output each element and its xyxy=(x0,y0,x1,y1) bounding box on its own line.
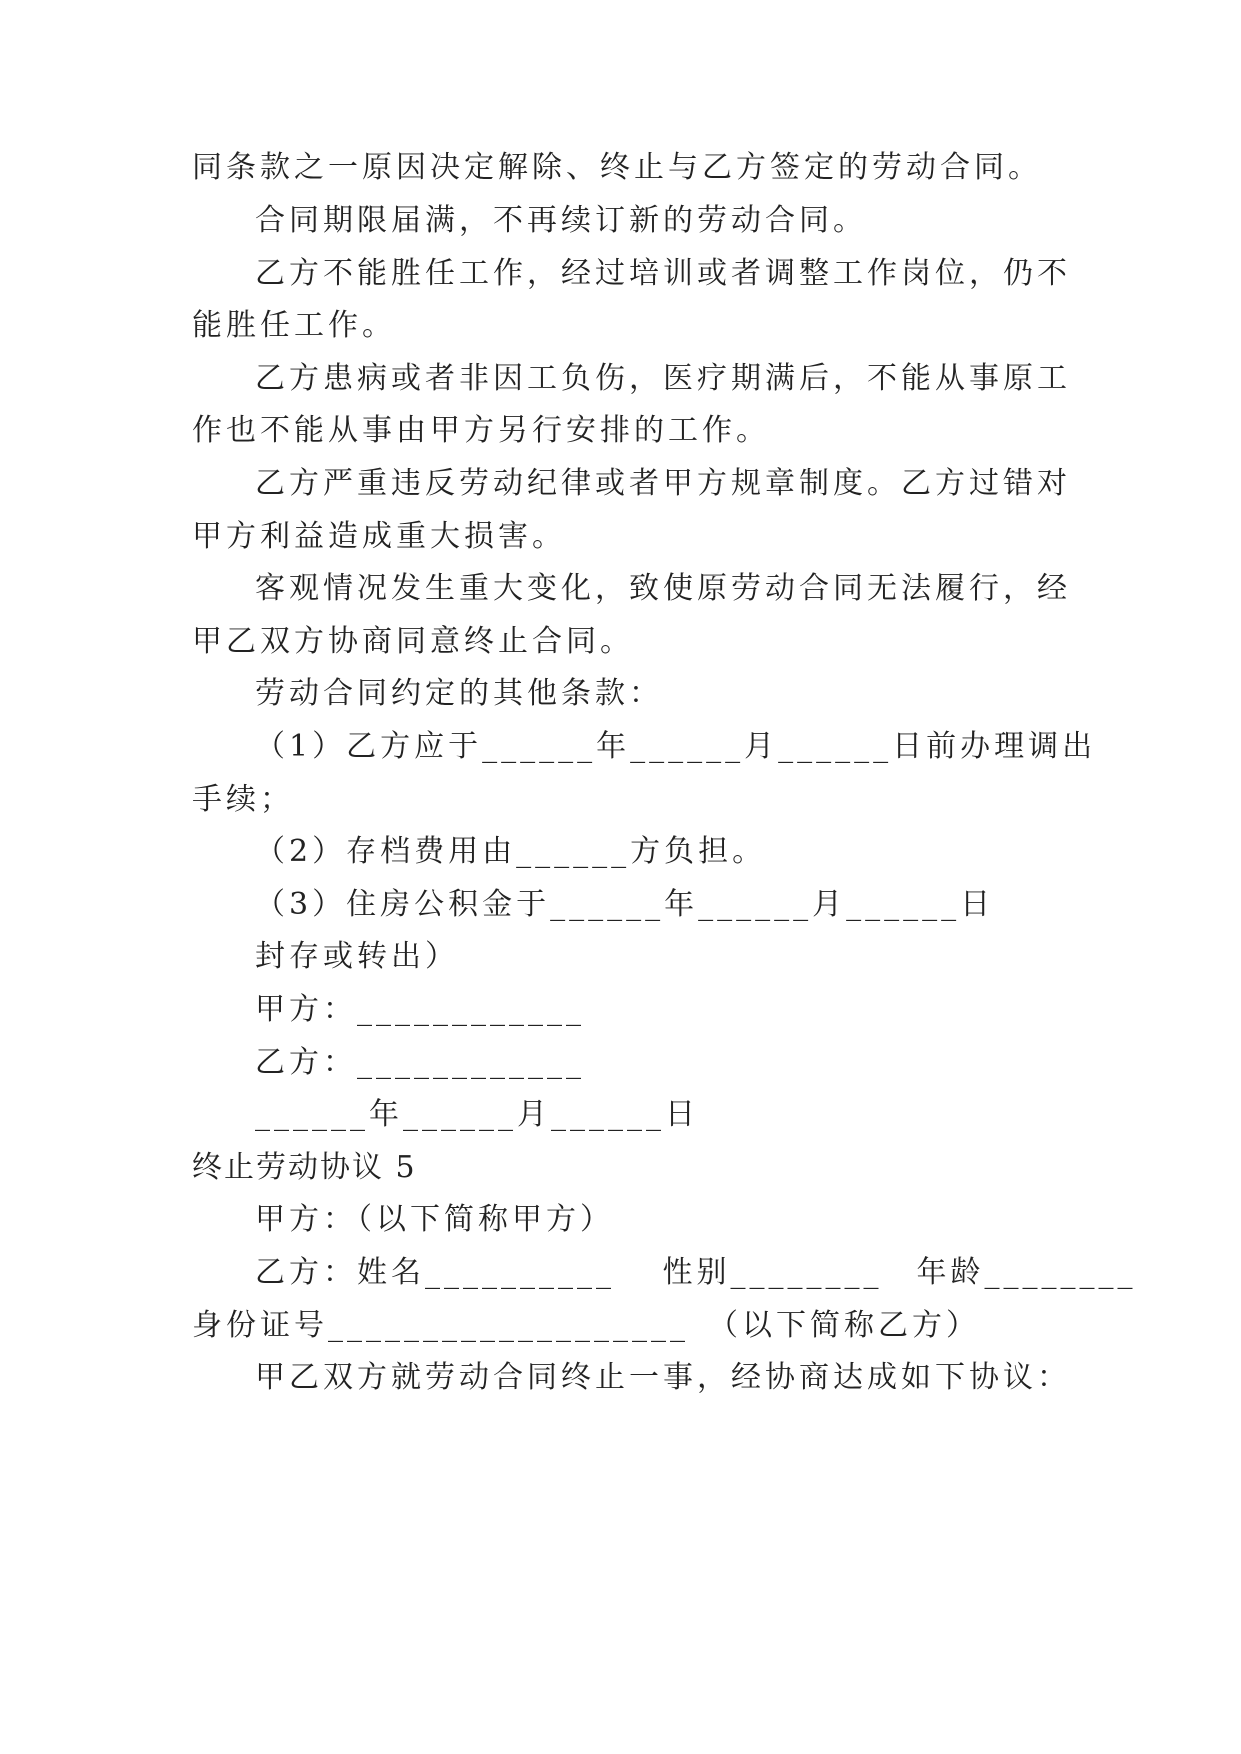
paragraph-line: 乙方患病或者非因工负伤，医疗期满后，不能从事原工 xyxy=(255,361,1071,396)
paragraph-line: 乙方严重违反劳动纪律或者甲方规章制度。乙方过错对 xyxy=(255,466,1071,501)
paragraph-line: 甲方利益造成重大损害。 xyxy=(192,519,566,554)
paragraph-line: （2）存档费用由______方负担。 xyxy=(255,834,767,869)
paragraph-line: 客观情况发生重大变化，致使原劳动合同无法履行，经 xyxy=(255,571,1071,606)
paragraph-line: 同条款之一原因决定解除、终止与乙方签定的劳动合同。 xyxy=(192,150,1042,185)
paragraph-line: 手续； xyxy=(192,782,294,817)
section-heading: 终止劳动协议 5 xyxy=(192,1150,417,1185)
paragraph-line: 能胜任工作。 xyxy=(192,308,396,343)
date-line: ______年______月______日 xyxy=(255,1097,699,1132)
paragraph-line: 身份证号___________________ （以下简称乙方） xyxy=(192,1308,980,1343)
party-a-signature-line: 甲方：____________ xyxy=(255,992,585,1027)
party-b-signature-line: 乙方：____________ xyxy=(255,1045,585,1080)
paragraph-line: （3）住房公积金于______年______月______日 xyxy=(255,887,995,922)
paragraph-line: 劳动合同约定的其他条款： xyxy=(255,676,663,711)
paragraph-line: 封存或转出） xyxy=(255,939,459,974)
paragraph-line: 甲方：（以下简称甲方） xyxy=(255,1202,614,1237)
paragraph-line: 甲乙双方就劳动合同终止一事，经协商达成如下协议： xyxy=(255,1360,1071,1395)
paragraph-line: 作也不能从事由甲方另行安排的工作。 xyxy=(192,413,770,448)
paragraph-line: 乙方：姓名__________ 性别________ 年龄________ xyxy=(255,1255,1137,1290)
paragraph-line: 甲乙双方协商同意终止合同。 xyxy=(192,624,634,659)
paragraph-line: 乙方不能胜任工作，经过培训或者调整工作岗位，仍不 xyxy=(255,256,1071,291)
paragraph-line: （1）乙方应于______年______月______日前办理调出 xyxy=(255,729,1097,764)
paragraph-line: 合同期限届满，不再续订新的劳动合同。 xyxy=(255,203,867,238)
